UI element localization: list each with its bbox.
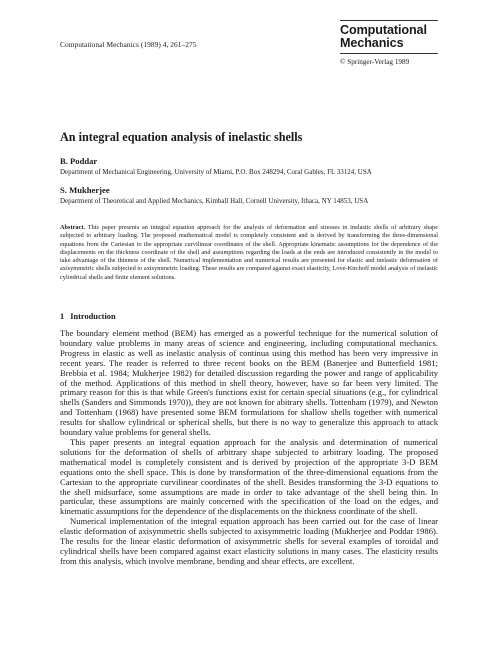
paragraph-3: Numerical implementation of the integral equation approach has been carried out for the case of linear elastic deformation of axisymmetric shells subjected to axisymmetric loading (Mukherjee and Poddar 1986). The results for the linear elastic deformation of axisymmetric shells for several examples of toroidal and cylindrical shells have been compared against exact elasticity solutions in many cases. The elasticity results from this analysis, which involve membrane, bending and shear effects, are excellent.	[60, 516, 438, 566]
author-affiliation-2: Department of Theoretical and Applied Mechanics, Kimball Hall, Cornell University, Ithaca, NY 14853, USA	[60, 197, 369, 205]
author-affiliation-1: Department of Mechanical Engineering, University of Miami, P.O. Box 248294, Coral Gables, FL 33124, USA	[60, 168, 372, 176]
paragraph-1: The boundary element method (BEM) has emerged as a powerful technique for the numerical solution of boundary value problems in many areas of science and engineering, including computational mechanics. Progress in elastic as well as inelastic analysis of continua using this method has been very impressive in recent years. The reader is referred to three recent books on the BEM (Banerjee and Butterfield 1981; Brebbia et al. 1984; Mukherjee 1982) for detailed discussion regarding the power and range of applicability of the method. Applications of this method in shell theory, however, have so far been very limited. The primary reason for this is that while Green's functions exist for certain special situations (e.g., for cylindrical shells (Sanders and Simmonds 1970)), they are not known for abitrary shells. Tottenham (1979), and Newton and Tottenham (1968) have presented some BEM formulations for shallow shells together with numerical results for shallow cylindrical or spherical shells, but there is no way to generalize this approach to attack boundary value problems for general shells.	[60, 328, 438, 438]
abstract	[60, 224, 438, 282]
article-title: An integral equation analysis of inelastic shells	[60, 130, 303, 144]
journal-brand	[340, 20, 438, 66]
author-name-2: S. Mukherjee	[60, 185, 110, 195]
brand-top-rule	[340, 20, 438, 21]
paragraph-2: This paper presents an integral equation approach for the analysis and determination of numerical solutions for the deformation of shells of arbitrary shape subjected to arbitrary loading. The proposed mathematical model is completely consistent and is derived by projection of the appropriate 3-D BEM equations onto the shell space. This is done by transformation of the three-dimensional equations from the Cartesian to the appropriate curvilinear coordinates of the shell. Besides transforming the 3-D equations to the shell midsurface, some assumptions are made in order to take advantage of the shell being thin. In particular, these assumptions are mainly concerned with the specification of the load on the edges, and kinematic assumptions for the dependence of the displacements on the thickness coordinate of the shell.	[60, 436, 438, 517]
section-number: 1	[60, 312, 65, 321]
brand-line-2: Mechanics	[340, 35, 404, 50]
brand-bottom-rule	[340, 53, 438, 54]
body-text	[60, 329, 438, 567]
abstract-label: Abstract.	[60, 224, 86, 231]
journal-reference: Computational Mechanics (1989) 4, 261–275	[60, 40, 197, 49]
section-heading	[60, 312, 116, 321]
copyright-line: © Springer-Verlag 1989	[340, 57, 410, 66]
author-name-1: B. Poddar	[60, 156, 98, 166]
abstract-text: This paper presents an integral equation approach for the analysis of deformation and stresses in inelastic shells of arbitrary shape subjected to arbitrary loading. The proposed mathematical model is completely consistent and is derived by transforming the three-dimensional equations from the Cartesian to the appropriate curvilinear coordinates of the shell. Appropriate kinematic assumptions for the dependence of the displacements on the thickness coordinate of the shell and assumptions regarding the loads at the ends are introduced consistently in the model to take advantage of the thinness of the shell. Numerical implementation and numerical results are presented for elastic and inelastic deformation of axisymmetric shells subjected to axisymmetric loading. These results are compared against exact elasticity, Love-Kirchoff model analysis of inelastic cylindrical shells and finite element solutions.	[60, 224, 438, 281]
brand-line-1: Computational	[340, 23, 427, 37]
section-title: Introduction	[70, 312, 116, 321]
